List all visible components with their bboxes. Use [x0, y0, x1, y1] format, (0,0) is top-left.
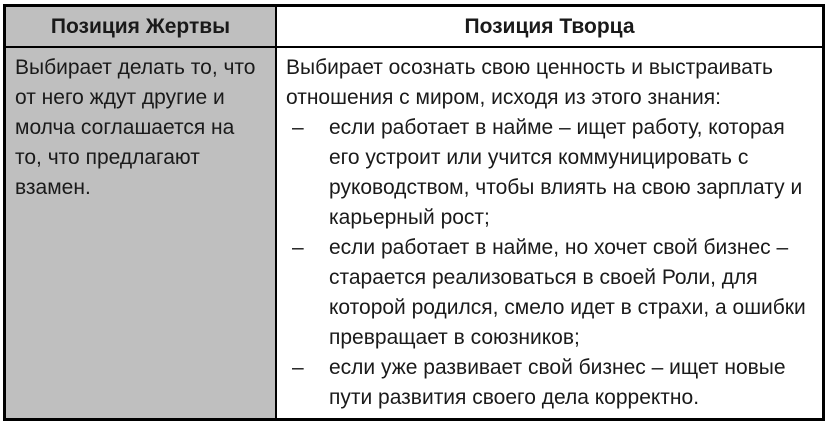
creator-cell [277, 48, 822, 418]
dash-bullet-icon: – [292, 236, 304, 259]
header-victim-position: Позиция Жертвы [6, 7, 277, 48]
list-item [286, 233, 818, 353]
bullet-text: если работает в найме – ищет работу, которая его устроит или учится коммуницировать с руководством, чтобы влиять на свою зарплату и карьерный рост; [329, 116, 803, 229]
creator-bullet-list [286, 113, 818, 413]
creator-cell-intro: Выбирает осознать свою ценность и выстраивать отношения с миром, исходя из этого знания: [286, 56, 773, 109]
comparison-table [3, 4, 825, 421]
list-item [286, 353, 818, 413]
victim-cell [6, 48, 277, 418]
bullet-text: если работает в найме, но хочет свой бизнес – старается реализоваться в своей Роли, для которой родился, смело идет в страхи, а ошибки превращает в союзников; [329, 236, 806, 349]
dash-bullet-icon: – [292, 116, 304, 139]
victim-cell-text: Выбирает делать то, что от него ждут другие и молча соглашается на то, что предлагают взамен. [15, 56, 256, 199]
bullet-text: если уже развивает свой бизнес – ищет новые пути развития своего дела корректно. [329, 356, 786, 409]
list-item [286, 113, 818, 233]
header-creator-position: Позиция Творца [277, 7, 822, 48]
dash-bullet-icon: – [292, 356, 304, 379]
